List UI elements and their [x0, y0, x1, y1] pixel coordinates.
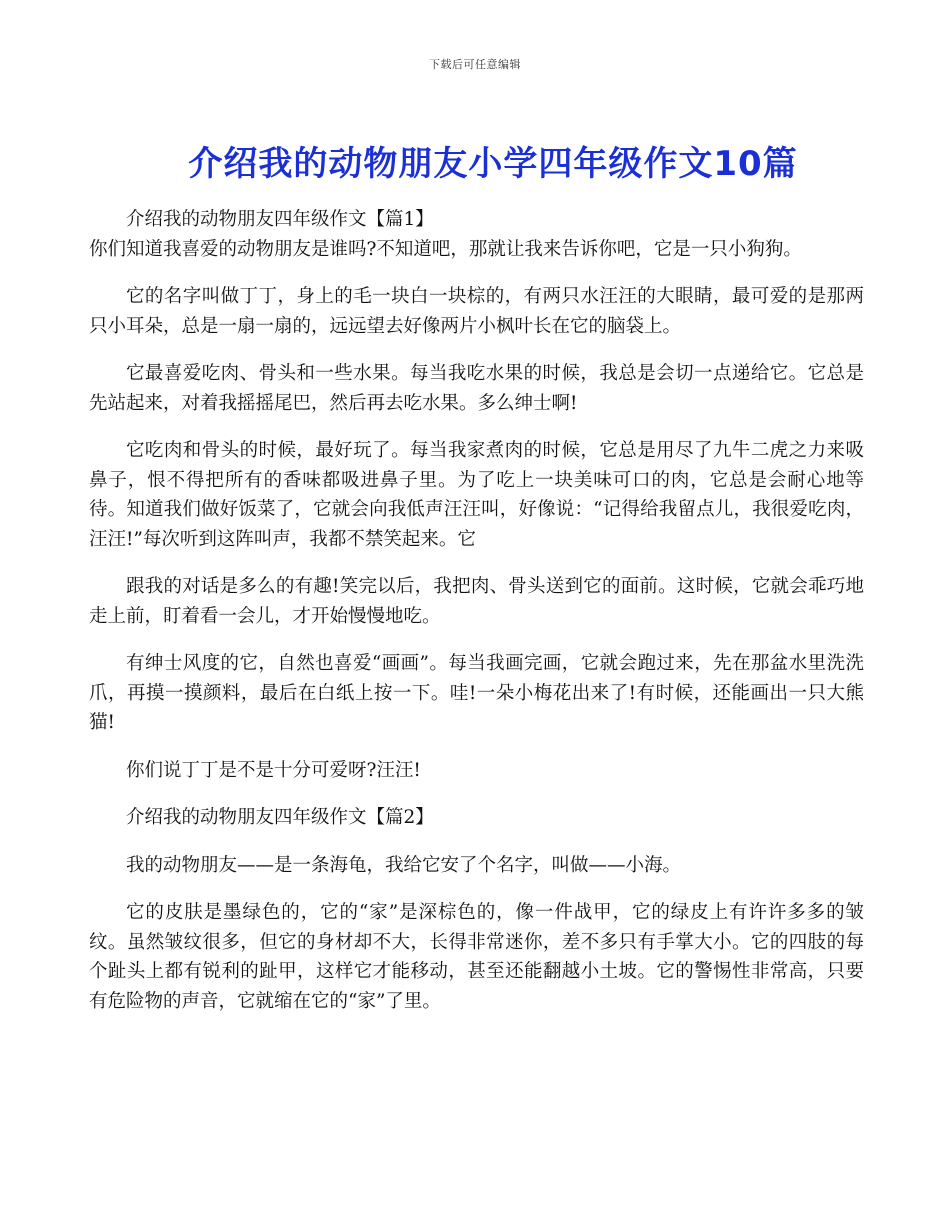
paragraph: 你们知道我喜爱的动物朋友是谁吗?不知道吧，那就让我来告诉你吧，它是一只小狗狗。: [89, 238, 802, 260]
paragraph: 你们说丁丁是不是十分可爱呀?汪汪!: [126, 759, 421, 781]
paragraph: 它的皮肤是墨绿色的，它的“家”是深棕色的，像一件战甲，它的绿皮上有许许多多的皱纹。虽然皱纹很多，但它的身材却不大，长得非常迷你，差不多只有手掌大小。它的四肢的每个趾头上都有锐利的趾甲，这样它才能移动，甚至还能翻越小土坡。它的警惕性非常高，只要有危险物的声音，它就缩在它的“家”了里。: [89, 902, 864, 1012]
paragraph: 它的名字叫做丁丁，身上的毛一块白一块棕的，有两只水汪汪的大眼睛，最可爱的是那两只小耳朵，总是一扇一扇的，远远望去好像两片小枫叶长在它的脑袋上。: [89, 286, 864, 337]
paragraph: 我的动物朋友——是一条海龟，我给它安了个名字，叫做——小海。: [126, 854, 682, 876]
essay-heading-2: 介绍我的动物朋友四年级作文【篇2】: [126, 807, 434, 828]
document-title: 介绍我的动物朋友小学四年级作文10篇: [188, 144, 798, 184]
paragraph: 有绅士风度的它，自然也喜爱“画画”。每当我画完画，它就会跑过来，先在那盆水里洗洗爪，再摸一摸颜料，最后在白纸上按一下。哇!一朵小梅花出来了!有时候，还能画出一只大熊猫!: [89, 653, 864, 733]
paragraph: 它吃肉和骨头的时候，最好玩了。每当我家煮肉的时候，它总是用尽了九牛二虎之力来吸鼻子，恨不得把所有的香味都吸进鼻子里。为了吃上一块美味可口的肉，它总是会耐心地等待。知道我们做好饭菜了，它就会向我低声汪汪叫，好像说：“记得给我留点儿，我很爱吃肉，汪汪!”每次听到这阵叫声，我都不禁笑起来。它: [89, 440, 864, 550]
header-note: 下载后可任意编辑: [429, 58, 521, 71]
paragraph: 它最喜爱吃肉、骨头和一些水果。每当我吃水果的时候，我总是会切一点递给它。它总是先站起来，对着我摇摇尾巴，然后再去吃水果。多么绅士啊!: [89, 363, 864, 414]
document-body: [89, 205, 864, 1034]
paragraph: 跟我的对话是多么的有趣!笑完以后，我把肉、骨头送到它的面前。这时候，它就会乖巧地走上前，盯着看一会儿，才开始慢慢地吃。: [89, 576, 864, 627]
essay-heading-1: 介绍我的动物朋友四年级作文【篇1】: [126, 209, 434, 230]
